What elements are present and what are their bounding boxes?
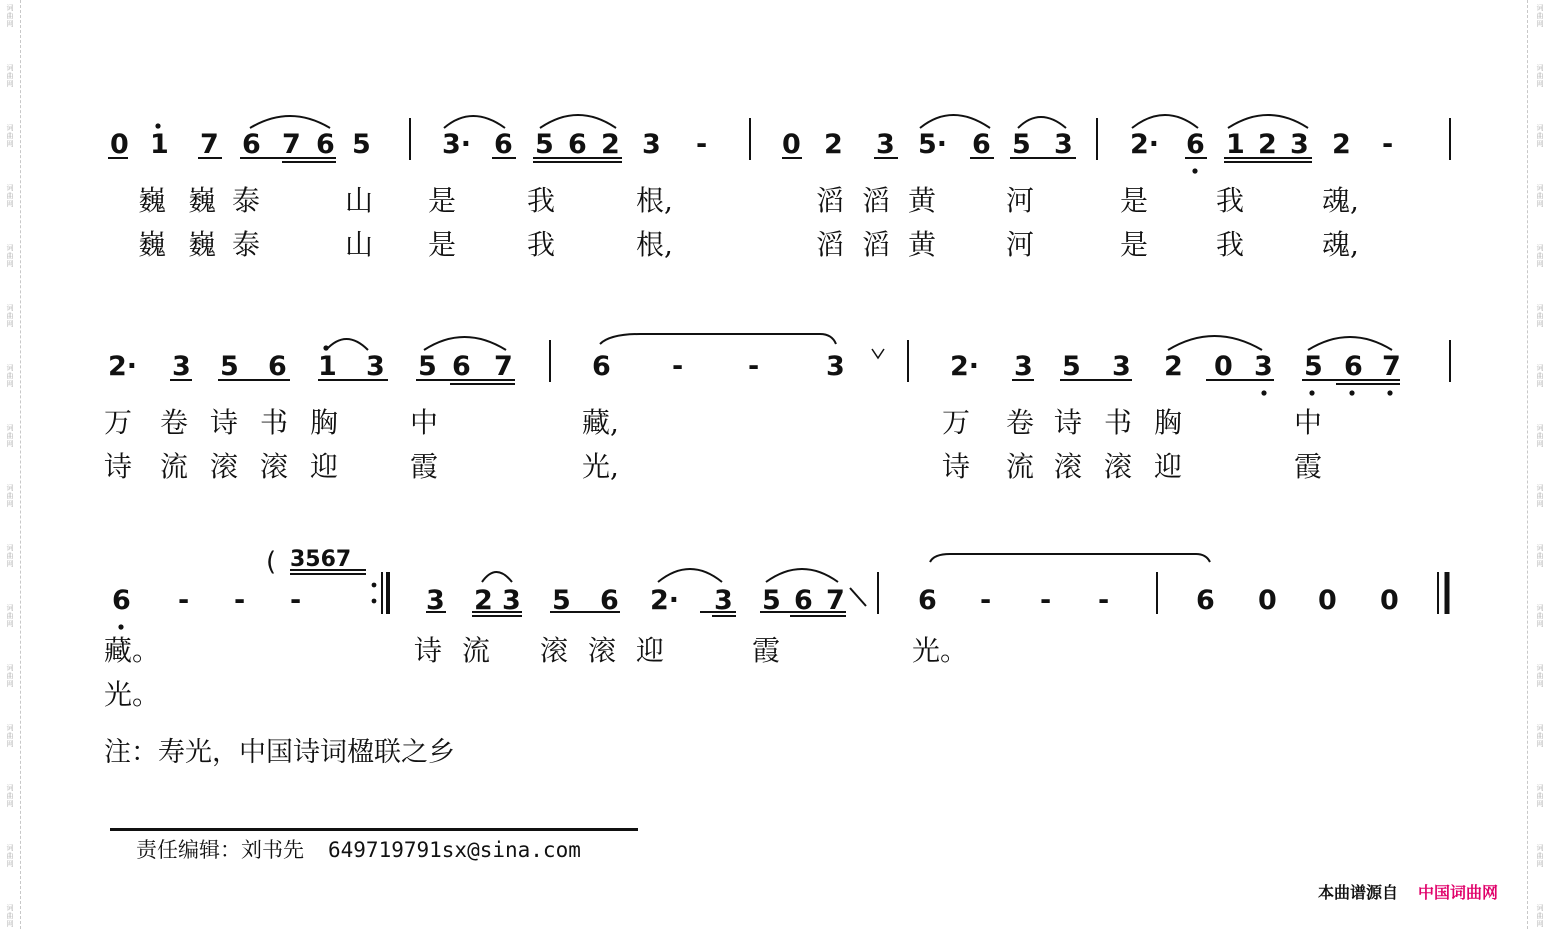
svg-text:0: 0 (1318, 585, 1337, 616)
svg-text:5: 5 (1062, 351, 1081, 382)
svg-text:滔: 滔 (816, 228, 845, 261)
svg-text:滚: 滚 (210, 450, 239, 483)
svg-text:流: 流 (462, 634, 491, 667)
system-2-lyrics-verse-2 (104, 450, 1322, 483)
svg-text:迎: 迎 (310, 450, 339, 483)
svg-text:诗: 诗 (1054, 406, 1083, 439)
svg-text:-: - (234, 585, 246, 616)
dash: - (1382, 129, 1394, 160)
system-2-notes (108, 345, 1401, 395)
svg-text:诗: 诗 (210, 406, 239, 439)
svg-text:6: 6 (1344, 351, 1363, 382)
svg-text:我: 我 (527, 228, 556, 261)
svg-text:-: - (980, 585, 992, 616)
note: 3 (642, 129, 661, 160)
note: 7 (200, 129, 219, 160)
note: 5 (1012, 129, 1031, 160)
note: 3 (1054, 129, 1073, 160)
svg-text:3: 3 (172, 351, 191, 382)
editor-email: 649719791sx@sina.com (328, 838, 581, 862)
watermark-text: 词 曲 网 (1536, 784, 1544, 808)
slash (850, 588, 866, 606)
watermark-text: 词 曲 网 (1536, 64, 1544, 88)
note: 2 (824, 129, 843, 160)
svg-text:3: 3 (826, 351, 845, 382)
note: 6 (242, 129, 261, 160)
svg-text:万: 万 (942, 406, 971, 439)
svg-text:是: 是 (428, 228, 457, 261)
svg-text:1: 1 (318, 351, 337, 382)
watermark-text: 词 曲 网 (6, 304, 14, 328)
svg-text:0: 0 (1380, 585, 1399, 616)
svg-text:诗: 诗 (414, 634, 443, 667)
svg-text:卷: 卷 (160, 406, 189, 439)
svg-text:6: 6 (794, 585, 813, 616)
svg-text:我: 我 (527, 184, 556, 217)
svg-text:魂,: 魂, (1322, 228, 1359, 261)
svg-text:书: 书 (1104, 406, 1133, 439)
svg-text:3: 3 (366, 351, 385, 382)
system-3-notes (112, 547, 1399, 630)
svg-text:3: 3 (1112, 351, 1131, 382)
watermark-text: 词 曲 网 (1536, 184, 1544, 208)
breath-mark (872, 349, 884, 358)
svg-text:滔: 滔 (862, 228, 891, 261)
svg-text:(: ( (266, 547, 277, 577)
svg-text:5: 5 (220, 351, 239, 382)
svg-text:霞: 霞 (752, 634, 781, 667)
svg-text:是: 是 (428, 184, 457, 217)
svg-text:卷: 卷 (1006, 406, 1035, 439)
svg-text:黄: 黄 (908, 228, 937, 261)
svg-text:0: 0 (1258, 585, 1277, 616)
svg-text:滔: 滔 (862, 184, 891, 217)
watermark-text: 词 曲 网 (1536, 304, 1544, 328)
svg-text:胸: 胸 (310, 406, 339, 439)
svg-text:山: 山 (345, 228, 374, 261)
svg-text:巍: 巍 (138, 228, 167, 261)
svg-text:-: - (748, 351, 760, 382)
svg-text:-: - (178, 585, 190, 616)
note: 6 (972, 129, 991, 160)
note: 3· (442, 129, 472, 160)
note: 3 (1290, 129, 1309, 160)
system-1-lyrics-verse-2 (138, 228, 1359, 261)
note: 0 (782, 129, 801, 160)
svg-text:迎: 迎 (636, 634, 665, 667)
note: 2· (1130, 129, 1160, 160)
svg-text:6: 6 (592, 351, 611, 382)
note: 7 (282, 129, 301, 160)
watermark-text: 词 曲 网 (6, 604, 14, 628)
svg-text:3567: 3567 (290, 547, 352, 572)
svg-text:6: 6 (112, 585, 131, 616)
svg-text:是: 是 (1120, 228, 1149, 261)
svg-text:5: 5 (418, 351, 437, 382)
svg-text:我: 我 (1216, 228, 1245, 261)
svg-text:5: 5 (1304, 351, 1323, 382)
svg-text:2·: 2· (950, 351, 980, 382)
watermark-text: 词 曲 网 (6, 244, 14, 268)
svg-text:流: 流 (160, 450, 189, 483)
note: 0 (110, 129, 129, 160)
watermark-text: 词 曲 网 (6, 124, 14, 148)
note: 6 (494, 129, 513, 160)
editor-credit (136, 834, 581, 864)
svg-text:5: 5 (762, 585, 781, 616)
svg-text:3: 3 (502, 585, 521, 616)
svg-text:山: 山 (345, 184, 374, 217)
svg-text:河: 河 (1006, 184, 1035, 217)
system-1 (108, 115, 1450, 162)
watermark-text: 词 曲 网 (1536, 484, 1544, 508)
system-1-notes (110, 123, 1393, 173)
footnote: 注：寿光，中国诗词楹联之乡 (104, 737, 455, 768)
svg-text:滚: 滚 (260, 450, 289, 483)
octave-dot (155, 123, 160, 128)
svg-text:诗: 诗 (942, 450, 971, 483)
watermark-text: 词 曲 网 (1536, 904, 1544, 928)
source-site-link[interactable]: 中国词曲网 (1418, 883, 1499, 902)
source-credit (1318, 880, 1498, 903)
svg-text:-: - (1040, 585, 1052, 616)
svg-text:迎: 迎 (1154, 450, 1183, 483)
divider (110, 828, 638, 831)
note: 1 (1226, 129, 1245, 160)
svg-text:中: 中 (1294, 406, 1323, 439)
watermark-text: 词 曲 网 (1536, 724, 1544, 748)
svg-text:光,: 光, (582, 450, 619, 483)
svg-text:-: - (1098, 585, 1110, 616)
svg-text:3: 3 (1014, 351, 1033, 382)
octave-dot (1192, 168, 1197, 173)
note: 5· (918, 129, 948, 160)
svg-text:黄: 黄 (908, 184, 937, 217)
svg-text:巍: 巍 (138, 184, 167, 217)
system-3-lyrics-verse-1 (104, 634, 968, 667)
system-3-lyrics-verse-2 (104, 678, 160, 711)
svg-text:中: 中 (410, 406, 439, 439)
note: 2 (1332, 129, 1351, 160)
svg-text:0: 0 (1214, 351, 1233, 382)
svg-text:藏,: 藏, (582, 406, 619, 439)
note: 5 (535, 129, 554, 160)
watermark-text: 词 曲 网 (6, 904, 14, 928)
watermark-text: 词 曲 网 (6, 364, 14, 388)
editor-label: 责任编辑：刘书先 (136, 838, 304, 862)
svg-text:河: 河 (1006, 228, 1035, 261)
svg-text:泰: 泰 (232, 228, 261, 261)
svg-text:滚: 滚 (540, 634, 569, 667)
svg-text:滚: 滚 (1104, 450, 1133, 483)
svg-text:光。: 光。 (104, 678, 161, 711)
watermark-text: 词 曲 网 (6, 784, 14, 808)
note: 3 (876, 129, 895, 160)
svg-text:2: 2 (1164, 351, 1183, 382)
watermark-text: 词 曲 网 (1536, 124, 1544, 148)
system-2-lyrics-verse-1 (104, 406, 1322, 439)
watermark-text: 词 曲 网 (1536, 244, 1544, 268)
watermark-text: 词 曲 网 (6, 664, 14, 688)
svg-text:光。: 光。 (912, 634, 969, 667)
svg-text:7: 7 (1382, 351, 1401, 382)
source-label: 本曲谱源自 (1318, 883, 1399, 902)
watermark-text: 词 曲 网 (1536, 664, 1544, 688)
svg-text:6: 6 (452, 351, 471, 382)
svg-text:滔: 滔 (816, 184, 845, 217)
svg-text:流: 流 (1006, 450, 1035, 483)
watermark-text: 词 曲 网 (6, 64, 14, 88)
note: 6 (568, 129, 587, 160)
svg-text:魂,: 魂, (1322, 184, 1359, 217)
svg-text:2·: 2· (108, 351, 138, 382)
svg-text:根,: 根, (636, 184, 673, 217)
svg-text:霞: 霞 (1294, 450, 1323, 483)
svg-text:6: 6 (1196, 585, 1215, 616)
note: 2 (1258, 129, 1277, 160)
svg-text:滚: 滚 (1054, 450, 1083, 483)
svg-text:6: 6 (918, 585, 937, 616)
watermark-text: 词 曲 网 (6, 184, 14, 208)
svg-text:万: 万 (104, 406, 133, 439)
svg-text:3: 3 (1254, 351, 1273, 382)
dash: - (696, 129, 708, 160)
svg-text:泰: 泰 (232, 184, 261, 217)
svg-text:-: - (290, 585, 302, 616)
svg-text:2: 2 (474, 585, 493, 616)
watermark-text: 词 曲 网 (6, 844, 14, 868)
svg-text:3: 3 (426, 585, 445, 616)
svg-text:5: 5 (552, 585, 571, 616)
watermark-text: 词 曲 网 (6, 4, 14, 28)
svg-text:7: 7 (826, 585, 845, 616)
watermark-text: 词 曲 网 (1536, 544, 1544, 568)
svg-text:2·: 2· (650, 585, 680, 616)
svg-text:胸: 胸 (1154, 406, 1183, 439)
svg-text:霞: 霞 (410, 450, 439, 483)
note: 2 (601, 129, 620, 160)
svg-text:是: 是 (1120, 184, 1149, 217)
svg-text:6: 6 (268, 351, 287, 382)
svg-text:-: - (672, 351, 684, 382)
svg-text:3: 3 (714, 585, 733, 616)
watermark-text: 词 曲 网 (6, 544, 14, 568)
svg-text:藏。: 藏。 (104, 634, 161, 667)
svg-text:根,: 根, (636, 228, 673, 261)
watermark-text: 词 曲 网 (6, 484, 14, 508)
note: 1 (150, 129, 169, 160)
svg-text:6: 6 (600, 585, 619, 616)
note: 6 (316, 129, 335, 160)
watermark-text: 词 曲 网 (1536, 364, 1544, 388)
note: 6 (1186, 129, 1205, 160)
svg-text:诗: 诗 (104, 450, 133, 483)
svg-text:我: 我 (1216, 184, 1245, 217)
note: 5 (352, 129, 371, 160)
watermark-text: 词 曲 网 (1536, 844, 1544, 868)
svg-text:巍: 巍 (188, 184, 217, 217)
system-1-lyrics-verse-1 (138, 184, 1359, 217)
watermark-text: 词 曲 网 (1536, 4, 1544, 28)
svg-text:巍: 巍 (188, 228, 217, 261)
watermark-text: 词 曲 网 (1536, 424, 1544, 448)
watermark-text: 词 曲 网 (6, 424, 14, 448)
svg-text:书: 书 (260, 406, 289, 439)
svg-text:7: 7 (494, 351, 513, 382)
watermark-text: 词 曲 网 (1536, 604, 1544, 628)
svg-text:滚: 滚 (588, 634, 617, 667)
watermark-text: 词 曲 网 (6, 724, 14, 748)
